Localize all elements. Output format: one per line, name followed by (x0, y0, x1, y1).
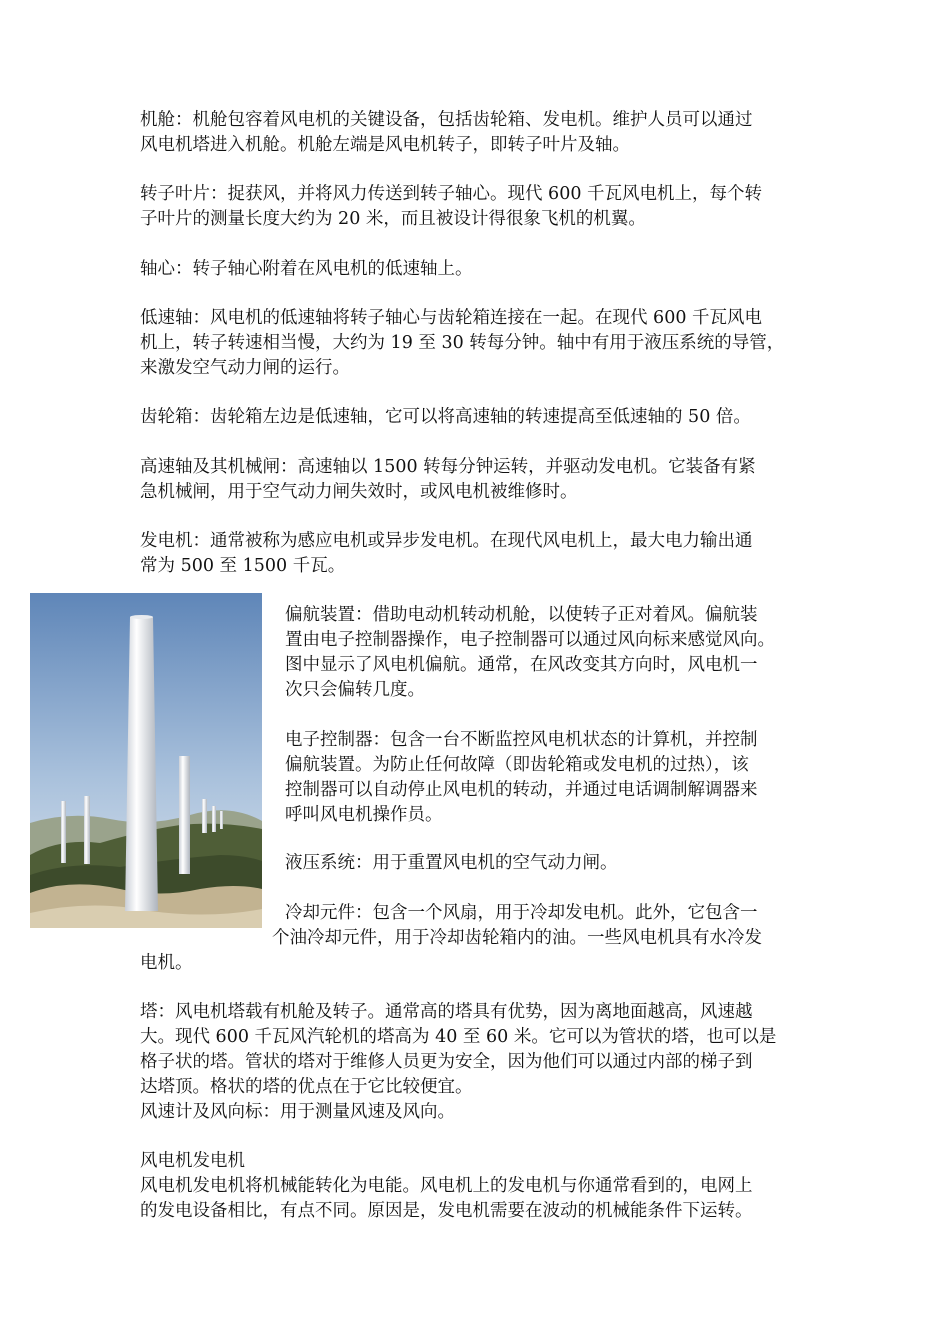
text-line: 冷却元件：包含一个风扇，用于冷却发电机。此外，它包含一 (285, 903, 758, 923)
text-line: 塔：风电机塔载有机舱及转子。通常高的塔具有优势，因为离地面越高，风速越 (140, 1002, 753, 1022)
text-line: 急机械闸，用于空气动力闸失效时，或风电机被维修时。 (140, 482, 578, 502)
paragraph-high-speed-shaft (140, 455, 812, 505)
text-line: 转子叶片：捉获风，并将风力传送到转子轴心。现代 600 千瓦风电机上，每个转 (140, 184, 763, 204)
text-line: 来激发空气动力闸的运行。 (140, 358, 350, 378)
text-line: 电机。 (140, 953, 193, 973)
paragraph-electronic-controller (285, 728, 807, 828)
text-line: 次只会偏转几度。 (285, 680, 425, 700)
paragraph-generator (140, 529, 812, 579)
text-line: 图中显示了风电机偏航。通常，在风改变其方向时，风电机一 (285, 655, 758, 675)
text-line: 格子状的塔。管状的塔对于维修人员更为安全，因为他们可以通过内部的梯子到 (140, 1052, 753, 1072)
text-line: 电子控制器：包含一台不断监控风电机状态的计算机，并控制 (285, 730, 758, 750)
text-line: 个油冷却元件，用于冷却齿轮箱内的油。一些风电机具有水冷发 (272, 928, 762, 948)
text-line: 液压系统：用于重置风电机的空气动力闸。 (285, 853, 618, 873)
text-line: 常为 500 至 1500 千瓦。 (140, 556, 346, 576)
text-line: 轴心：转子轴心附着在风电机的低速轴上。 (140, 259, 473, 279)
text-line: 高速轴及其机械闸：高速轴以 1500 转每分钟运转，并驱动发电机。它装备有紧 (140, 457, 756, 477)
paragraph-cooling-unit (285, 901, 807, 926)
text-line: 机舱：机舱包容着风电机的关键设备，包括齿轮箱、发电机。维护人员可以通过 (140, 110, 753, 130)
text-line: 风电机发电机将机械能转化为电能。风电机上的发电机与你通常看到的，电网上 (140, 1176, 753, 1196)
paragraph-nacelle (140, 108, 812, 158)
paragraph-tower (140, 1000, 812, 1100)
text-line: 的发电设备相比，有点不同。原因是，发电机需要在波动的机械能条件下运转。 (140, 1201, 753, 1221)
text-line: 大。现代 600 千瓦风汽轮机的塔高为 40 至 60 米。它可以为管状的塔，也可以是 (140, 1027, 777, 1047)
paragraph-rotor-blades (140, 182, 812, 232)
text-line: 呼叫风电机操作员。 (285, 805, 443, 825)
text-line: 齿轮箱：齿轮箱左边是低速轴，它可以将高速轴的转速提高至低速轴的 50 倍。 (140, 407, 751, 427)
section-title (140, 1149, 812, 1174)
paragraph-hydraulics (285, 851, 807, 876)
text-line: 偏航装置。为防止任何故障（即齿轮箱或发电机的过热），该 (285, 755, 749, 775)
text-line: 风速计及风向标：用于测量风速及风向。 (140, 1102, 455, 1122)
text-line: 发电机：通常被称为感应电机或异步发电机。在现代风电机上，最大电力输出通 (140, 531, 753, 551)
text-line: 机上，转子转速相当慢，大约为 19 至 30 转每分钟。轴中有用于液压系统的导管， (140, 333, 785, 353)
paragraph-wind-turbine-generator (140, 1174, 812, 1224)
paragraph-hub (140, 257, 812, 282)
wind-turbine-towers-photo (30, 593, 262, 928)
paragraph-gearbox (140, 405, 812, 430)
paragraph-yaw-mechanism (285, 603, 807, 703)
text-line: 控制器可以自动停止风电机的转动，并通过电话调制解调器来 (285, 780, 758, 800)
paragraph-low-speed-shaft (140, 306, 812, 381)
text-line: 偏航装置：借助电动机转动机舱，以使转子正对着风。偏航装 (285, 605, 758, 625)
text-line: 置由电子控制器操作，电子控制器可以通过风向标来感觉风向。 (285, 630, 775, 650)
section-title-text: 风电机发电机 (140, 1151, 245, 1171)
text-line: 达塔顶。格状的塔的优点在于它比较便宜。 (140, 1077, 473, 1097)
paragraph-cooling-continued (140, 926, 812, 976)
text-line: 子叶片的测量长度大约为 20 米，而且被设计得很象飞机的机翼。 (140, 209, 646, 229)
paragraph-anemometer (140, 1100, 812, 1125)
text-line: 风电机塔进入机舱。机舱左端是风电机转子，即转子叶片及轴。 (140, 135, 630, 155)
text-line: 低速轴：风电机的低速轴将转子轴心与齿轮箱连接在一起。在现代 600 千瓦风电 (140, 308, 763, 328)
